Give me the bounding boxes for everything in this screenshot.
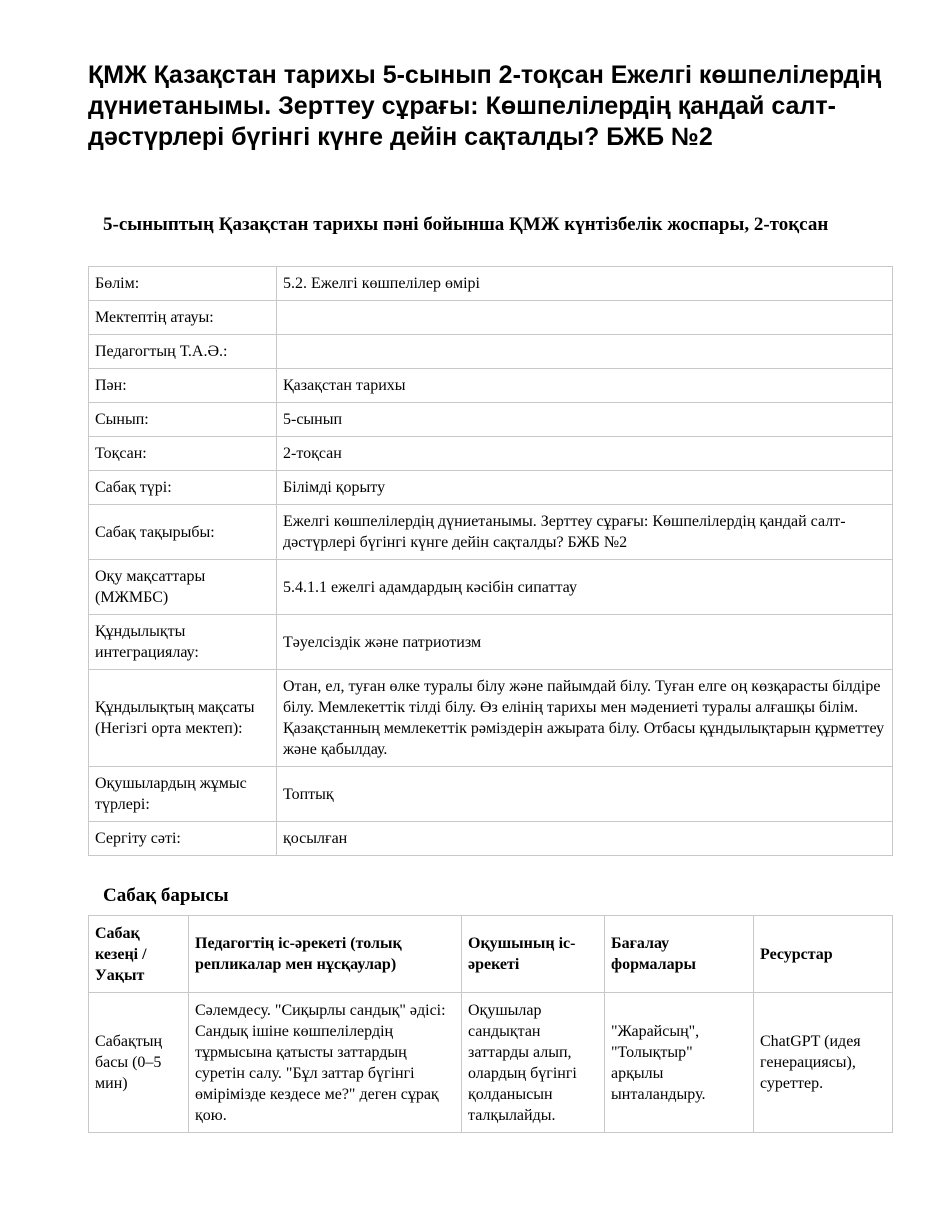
lesson-table-header-row [89, 916, 893, 993]
info-value: Қазақстан тарихы [277, 369, 893, 403]
info-row-lesson-type [89, 471, 893, 505]
info-label: Сергіту сәті: [89, 822, 277, 856]
column-header-teacher-activity: Педагогтің іс-әрекеті (толық репликалар мен нұсқаулар) [189, 916, 462, 993]
info-value: қосылған [277, 822, 893, 856]
info-row-value-goal [89, 670, 893, 767]
info-label: Құндылықтың мақсаты (Негізгі орта мектеп): [89, 670, 277, 767]
assessment-cell: "Жарайсың", "Толықтыр" арқылы ынталандыру. [605, 993, 754, 1133]
lesson-progress-table [88, 915, 893, 1133]
table-row [89, 993, 893, 1133]
info-row-grade [89, 403, 893, 437]
info-label: Сынып: [89, 403, 277, 437]
info-value: 5.2. Ежелгі көшпелілер өмірі [277, 267, 893, 301]
info-value [277, 335, 893, 369]
info-value: 5.4.1.1 ежелгі адамдардың кәсібін сипаттау [277, 560, 893, 615]
info-row-refresher [89, 822, 893, 856]
info-row-section [89, 267, 893, 301]
student-activity-cell: Оқушылар сандықтан заттарды алып, олардың бүгінгі қолданысын талқылайды. [462, 993, 605, 1133]
info-label: Құндылықты интеграциялау: [89, 615, 277, 670]
info-label: Тоқсан: [89, 437, 277, 471]
lesson-progress-heading: Сабақ барысы [103, 885, 229, 906]
lesson-info-table [88, 266, 893, 856]
column-header-resources: Ресурстар [754, 916, 893, 993]
info-label: Мектептің атауы: [89, 301, 277, 335]
info-label: Педагогтың Т.А.Ә.: [89, 335, 277, 369]
info-row-quarter [89, 437, 893, 471]
plan-heading: 5-сыныптың Қазақстан тарихы пәні бойынша ҚМЖ күнтізбелік жоспары, 2-тоқсан [103, 214, 829, 235]
info-row-lesson-topic [89, 505, 893, 560]
info-row-work-forms [89, 767, 893, 822]
column-header-student-activity: Оқушының іс-әрекеті [462, 916, 605, 993]
info-value: 2-тоқсан [277, 437, 893, 471]
info-value [277, 301, 893, 335]
info-row-school [89, 301, 893, 335]
info-value: Отан, ел, туған өлке туралы білу және пайымдай білу. Туған елге оң көзқарасты білдіре білу. Мемлекеттік тілді білу. Өз елінің тарихы мен мәдениеті туралы алғашқы білім. Қазақстанның мемлекеттік рәміздерін ажырата білу. Отбасы құндылықтарын құрметтеу және қабылдау. [277, 670, 893, 767]
column-header-assessment: Бағалау формалары [605, 916, 754, 993]
info-value: Ежелгі көшпелілердің дүниетанымы. Зерттеу сұрағы: Көшпелілердің қандай салт-дәстүрлері бүгінгі күнге дейін сақталды? БЖБ №2 [277, 505, 893, 560]
info-row-learning-objectives [89, 560, 893, 615]
info-value: 5-сынып [277, 403, 893, 437]
info-label: Сабақ тақырыбы: [89, 505, 277, 560]
resources-cell: ChatGPT (идея генерациясы), суреттер. [754, 993, 893, 1133]
info-label: Сабақ түрі: [89, 471, 277, 505]
info-value: Білімді қорыту [277, 471, 893, 505]
info-value: Тәуелсіздік және патриотизм [277, 615, 893, 670]
teacher-activity-cell: Сәлемдесу. "Сиқырлы сандық" әдісі: Сандық ішіне көшпелілердің тұрмысына қатысты заттардың суретін салу. "Бұл заттар бүгінгі өмірімізде кездесе ме?" деген сұрақ қою. [189, 993, 462, 1133]
lesson-stage-cell: Сабақтың басы (0–5 мин) [89, 993, 189, 1133]
info-value: Топтық [277, 767, 893, 822]
info-label: Оқушылардың жұмыс түрлері: [89, 767, 277, 822]
info-label: Оқу мақсаттары (МЖМБС) [89, 560, 277, 615]
info-row-teacher [89, 335, 893, 369]
info-label: Пән: [89, 369, 277, 403]
info-label: Бөлім: [89, 267, 277, 301]
info-row-value-integration [89, 615, 893, 670]
page-title: ҚМЖ Қазақстан тарихы 5-сынып 2-тоқсан Ежелгі көшпелілердің дүниетанымы. Зерттеу сұрағы: Көшпелілердің қандай салт-дәстүрлері бүгінгі күнге дейін сақталды? БЖБ №2 [88, 61, 882, 151]
column-header-stage: Сабақ кезеңі / Уақыт [89, 916, 189, 993]
info-row-subject [89, 369, 893, 403]
